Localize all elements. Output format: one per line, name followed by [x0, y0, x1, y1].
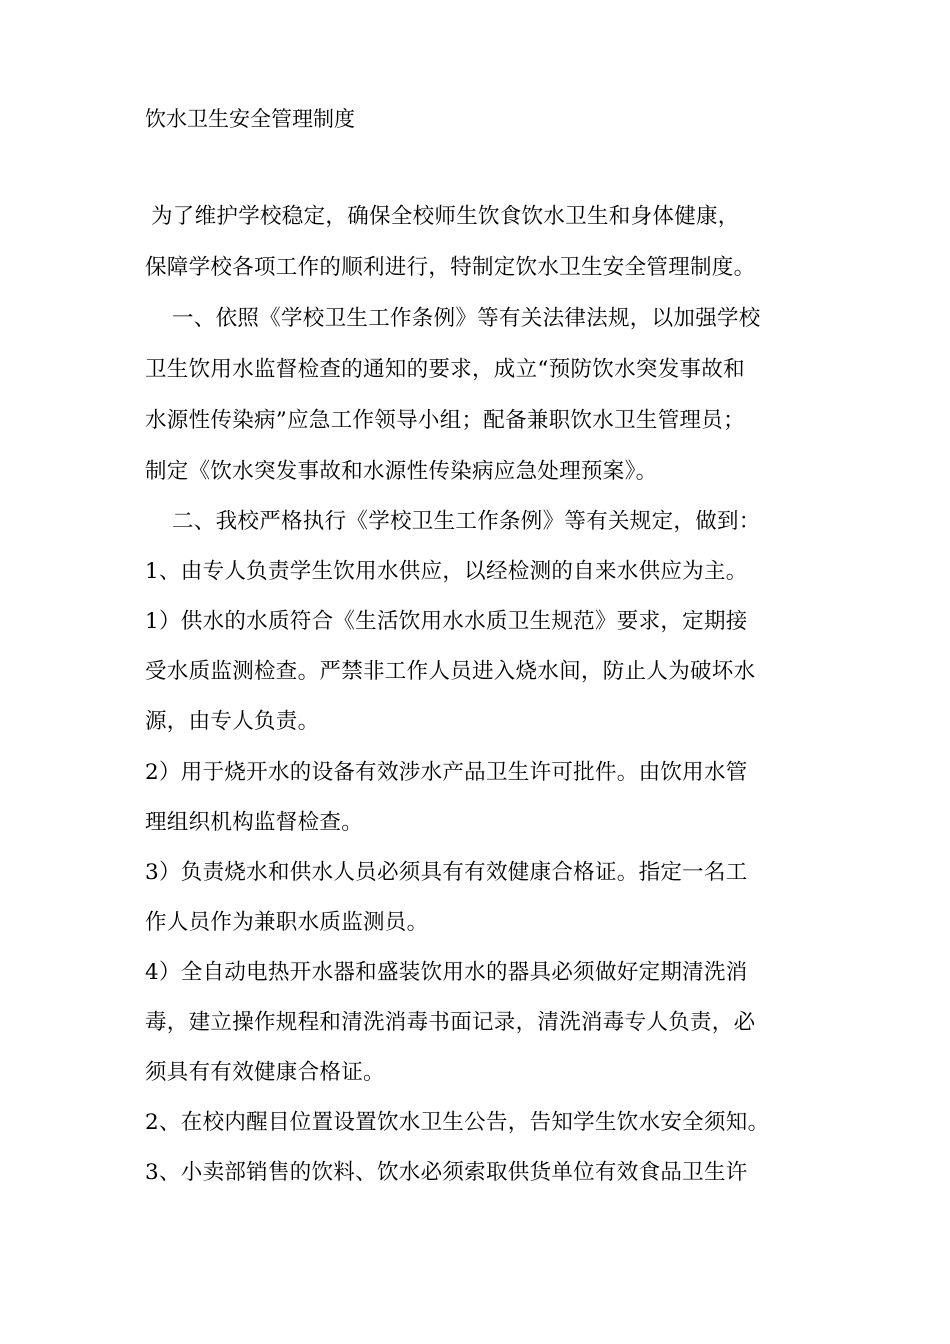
paragraph-line: 制定《饮水突发事故和水源性传染病应急处理预案》。 [145, 459, 658, 484]
paragraph-line: 理组织机构监督检查。 [145, 810, 364, 835]
paragraph-line: 1）供水的水质符合《生活饮用水水质卫生规范》要求，定期接 [145, 609, 748, 634]
paragraph-line: 1、由专人负责学生饮用水供应，以经检测的自来水供应为主。 [145, 559, 748, 584]
paragraph-line: 为了维护学校稳定，确保全校师生饮食饮水卫生和身体健康， [151, 204, 740, 229]
paragraph-line: 水源性传染病”应急工作领导小组；配备兼职饮水卫生管理员； [145, 408, 745, 433]
paragraph-line: 作人员作为兼职水质监测员。 [145, 910, 429, 935]
paragraph-line: 2、在校内醒目位置设置饮水卫生公告，告知学生饮水安全须知。 [145, 1110, 770, 1135]
paragraph-line: 2）用于烧开水的设备有效涉水产品卫生许可批件。由饮用水管 [145, 760, 748, 785]
paragraph-line: 源，由专人负责。 [145, 709, 320, 734]
paragraph-line: 受水质监测检查。严禁非工作人员进入烧水间，防止人为破坏水 [145, 659, 756, 684]
paragraph-line: 二、我校严格执行《学校卫生工作条例》等有关规定，做到： [172, 509, 761, 534]
paragraph-line: 一、依照《学校卫生工作条例》等有关法律法规，以加强学校 [172, 306, 761, 331]
paragraph-line: 3）负责烧水和供水人员必须具有有效健康合格证。指定一名工 [145, 860, 748, 885]
paragraph-line: 卫生饮用水监督检查的通知的要求，成立“预防饮水突发事故和 [145, 357, 745, 382]
paragraph-line: 4）全自动电热开水器和盛装饮用水的器具必须做好定期清洗消 [145, 960, 748, 985]
document-title: 饮水卫生安全管理制度 [145, 107, 355, 131]
paragraph-line: 须具有有效健康合格证。 [145, 1060, 385, 1085]
paragraph-line: 保障学校各项工作的顺利进行，特制定饮水卫生安全管理制度。 [145, 255, 756, 280]
paragraph-line: 毒，建立操作规程和清洗消毒书面记录，清洗消毒专人负责，必 [145, 1010, 756, 1035]
paragraph-line: 3、小卖部销售的饮料、饮水必须索取供货单位有效食品卫生许 [145, 1160, 748, 1185]
